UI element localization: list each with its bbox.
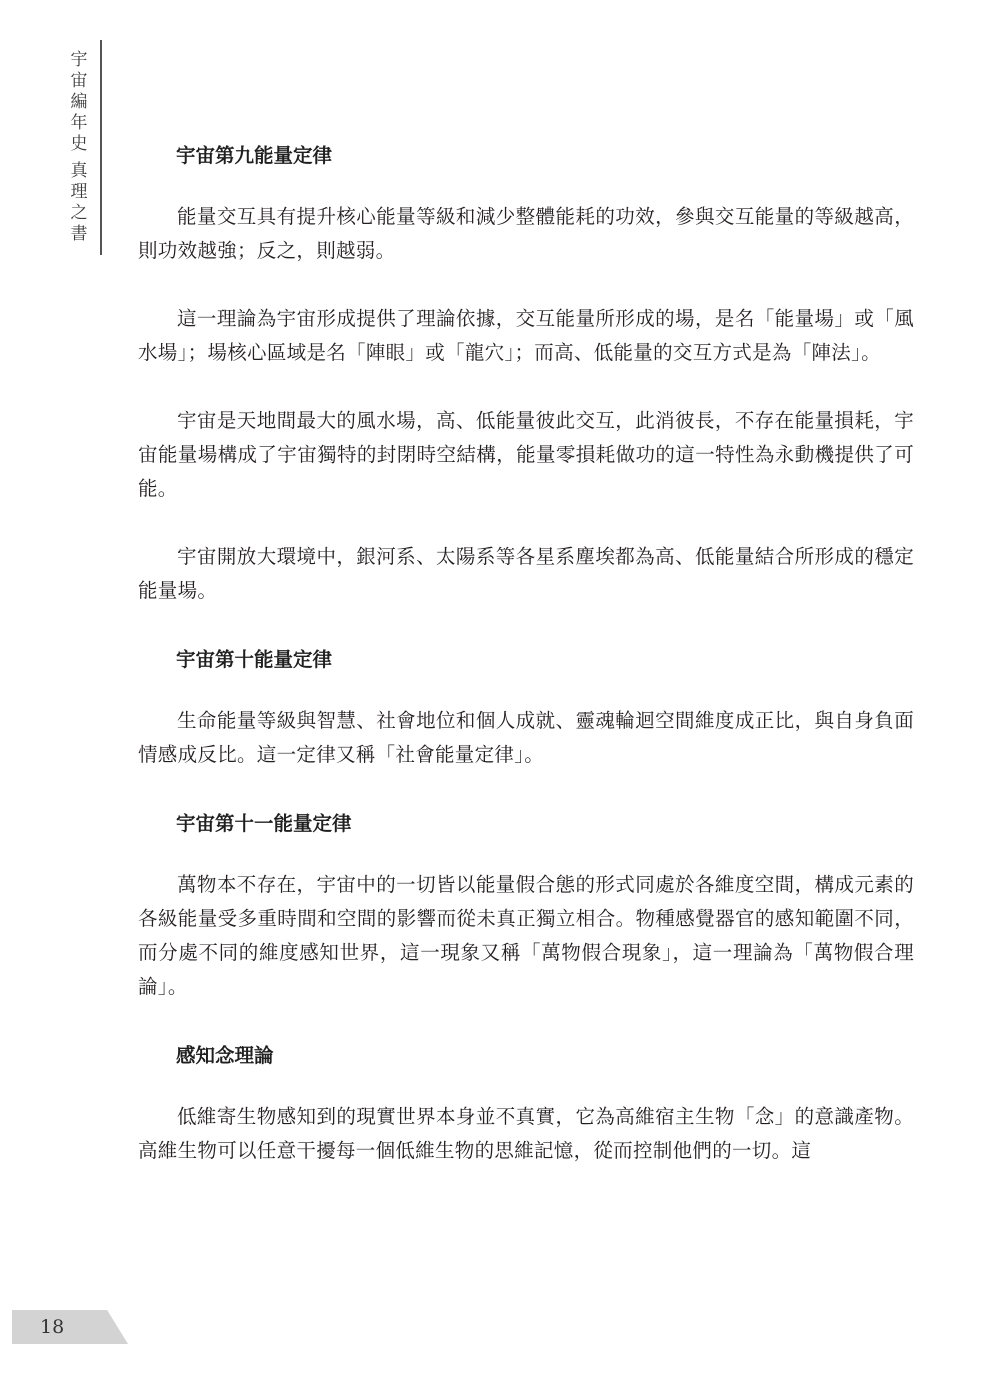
section-tenth-law bbox=[138, 642, 914, 772]
section-ninth-law bbox=[138, 138, 914, 608]
paragraph: 能量交互具有提升核心能量等級和減少整體能耗的功效，參與交互能量的等級越高，則功效越強；反之，則越弱。 bbox=[138, 205, 914, 262]
section-perception-theory bbox=[138, 1038, 914, 1168]
section-heading: 感知念理論 bbox=[176, 1044, 274, 1067]
page-body bbox=[138, 138, 914, 1168]
running-header-char: 之 bbox=[70, 203, 88, 223]
section-heading: 宇宙第十一能量定律 bbox=[176, 812, 352, 835]
running-header-char: 理 bbox=[70, 182, 88, 202]
running-header-char: 編 bbox=[70, 92, 88, 112]
running-header-char: 宙 bbox=[70, 71, 88, 91]
section-heading: 宇宙第九能量定律 bbox=[176, 144, 333, 167]
paragraph: 低維寄生物感知到的現實世界本身並不真實，它為高維宿主生物「念」的意識產物。高維生物可以任意干擾每一個低維生物的思維記憶，從而控制他們的一切。這 bbox=[138, 1105, 914, 1162]
running-header-char: 史 bbox=[70, 134, 88, 154]
paragraph: 這一理論為宇宙形成提供了理論依據，交互能量所形成的場，是名「能量場」或「風水場」；場核心區域是名「陣眼」或「龍穴」；而高、低能量的交互方式是為「陣法」。 bbox=[138, 307, 914, 364]
header-divider-line bbox=[100, 40, 102, 255]
section-eleventh-law bbox=[138, 806, 914, 1004]
paragraph: 宇宙是天地間最大的風水場，高、低能量彼此交互，此消彼長，不存在能量損耗，宇宙能量場構成了宇宙獨特的封閉時空結構，能量零損耗做功的這一特性為永動機提供了可能。 bbox=[138, 409, 914, 500]
running-header-char: 書 bbox=[70, 224, 88, 244]
paragraph: 宇宙開放大環境中，銀河系、太陽系等各星系塵埃都為高、低能量結合所形成的穩定能量場。 bbox=[138, 545, 914, 602]
running-header-char: 年 bbox=[70, 113, 88, 133]
running-header-char: 宇 bbox=[70, 50, 88, 70]
section-heading: 宇宙第十能量定律 bbox=[176, 648, 333, 671]
running-header-char: 真 bbox=[70, 161, 88, 181]
page-number: 18 bbox=[40, 1316, 65, 1338]
paragraph: 生命能量等級與智慧、社會地位和個人成就、靈魂輪迴空間維度成正比，與自身負面情感成反比。這一定律又稱「社會能量定律」。 bbox=[138, 709, 914, 766]
running-header bbox=[66, 50, 92, 245]
paragraph: 萬物本不存在，宇宙中的一切皆以能量假合態的形式同處於各維度空間，構成元素的各級能量受多重時間和空間的影響而從未真正獨立相合。物種感覺器官的感知範圍不同，而分處不同的維度感知世界，這一現象又稱「萬物假合現象」，這一理論為「萬物假合理論」。 bbox=[138, 873, 914, 998]
